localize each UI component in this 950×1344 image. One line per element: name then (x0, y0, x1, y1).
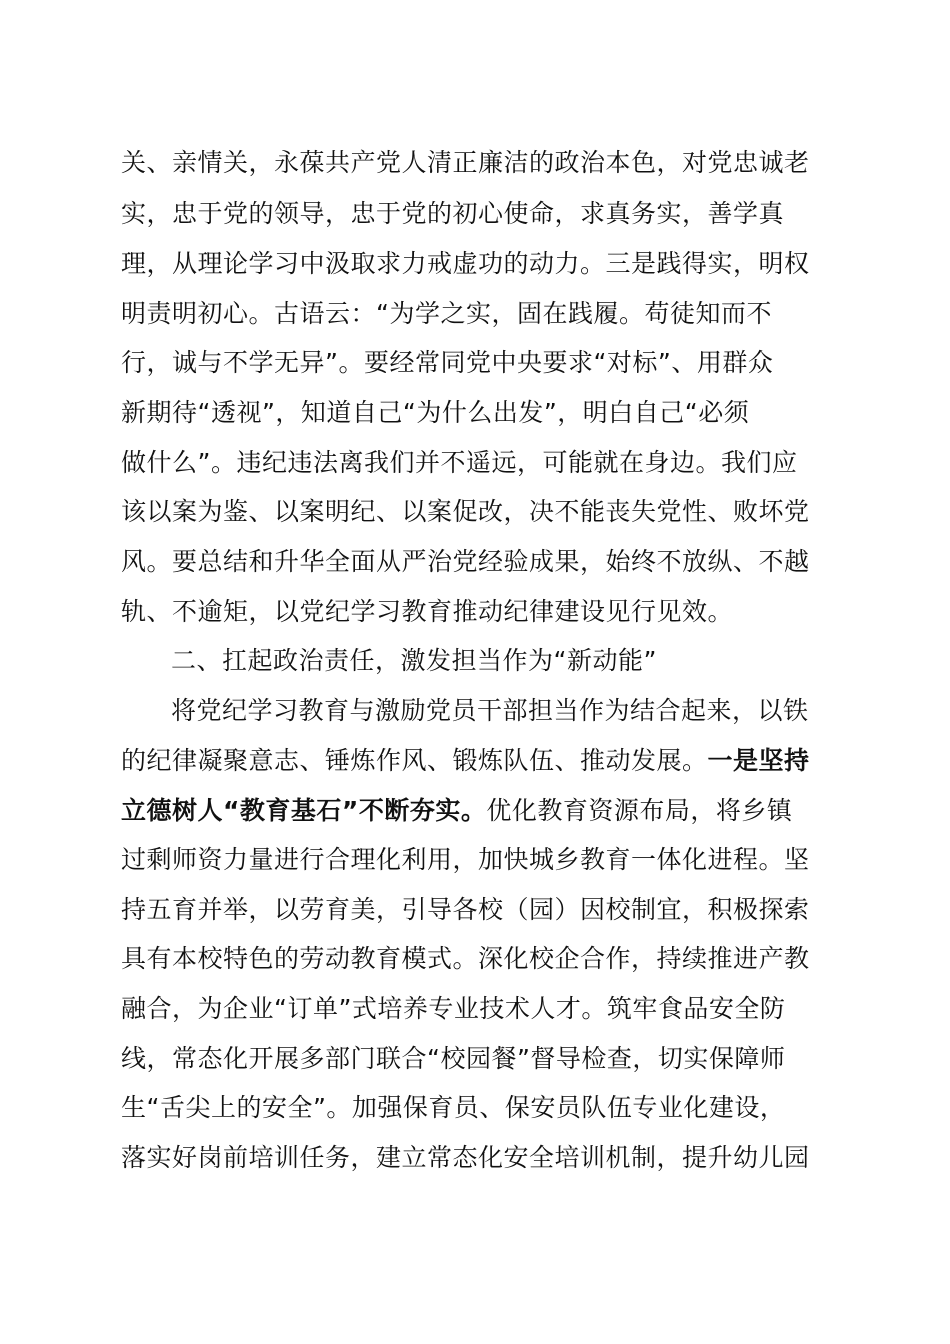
paragraph-line: 实，忠于党的领导，忠于党的初心使命，求真务实，善学真 (121, 199, 785, 228)
section-heading: 二、扛起政治责任，激发担当作为“新动能” (171, 646, 657, 675)
paragraph-line: 线，常态化开展多部门联合“校园餐”督导检查，切实保障师 (121, 1044, 786, 1073)
paragraph-text: 优化教育资源布局，将乡镇 (486, 796, 793, 825)
paragraph-line: 融合，为企业“订单”式培养专业技术人才。筑牢食品安全防 (121, 994, 786, 1023)
paragraph-line: 理，从理论学习中汲取求力戒虚功的动力。三是践得实，明权 (121, 249, 810, 278)
paragraph-line: 过剩师资力量进行合理化利用，加快城乡教育一体化进程。坚 (121, 845, 810, 874)
paragraph-line (121, 796, 792, 826)
paragraph-text: 的纪律凝聚意志、锤炼作风、锻炼队伍、推动发展。 (121, 746, 708, 775)
paragraph-line (121, 746, 810, 776)
paragraph-line: 行，诚与不学无异”。要经常同党中央要求“对标”、用群众 (121, 348, 774, 377)
paragraph-line: 具有本校特色的劳动教育模式。深化校企合作，持续推进产教 (121, 944, 810, 973)
bold-lead-text: 一是坚持 (707, 746, 810, 775)
paragraph-line: 持五育并举，以劳育美，引导各校（园）因校制宜，积极探索 (121, 895, 810, 924)
paragraph-line: 轨、不逾矩，以党纪学习教育推动纪律建设见行见效。 (121, 597, 734, 626)
paragraph-line: 落实好岗前培训任务，建立常态化安全培训机制，提升幼儿园 (121, 1143, 810, 1172)
paragraph-line: 明责明初心。古语云：“为学之实，固在践履。苟徒知而不 (121, 299, 772, 328)
paragraph-line: 新期待“透视”，知道自己“为什么出发”，明白自己“必须 (121, 398, 750, 427)
paragraph-line: 关、亲情关，永葆共产党人清正廉洁的政治本色，对党忠诚老 (121, 148, 810, 177)
bold-lead-text: 立德树人“教育基石”不断夯实。 (121, 796, 487, 825)
paragraph-line: 做什么”。违纪违法离我们并不遥远，可能就在身边。我们应 (121, 448, 798, 477)
paragraph-line: 生“舌尖上的安全”。加强保育员、保安员队伍专业化建设， (121, 1093, 786, 1122)
paragraph-line: 风。要总结和升华全面从严治党经验成果，始终不放纵、不越 (121, 547, 810, 576)
paragraph-line: 将党纪学习教育与激励党员干部担当作为结合起来，以铁 (171, 696, 809, 725)
paragraph-line: 该以案为鉴、以案明纪、以案促改，决不能丧失党性、败坏党 (121, 497, 810, 526)
